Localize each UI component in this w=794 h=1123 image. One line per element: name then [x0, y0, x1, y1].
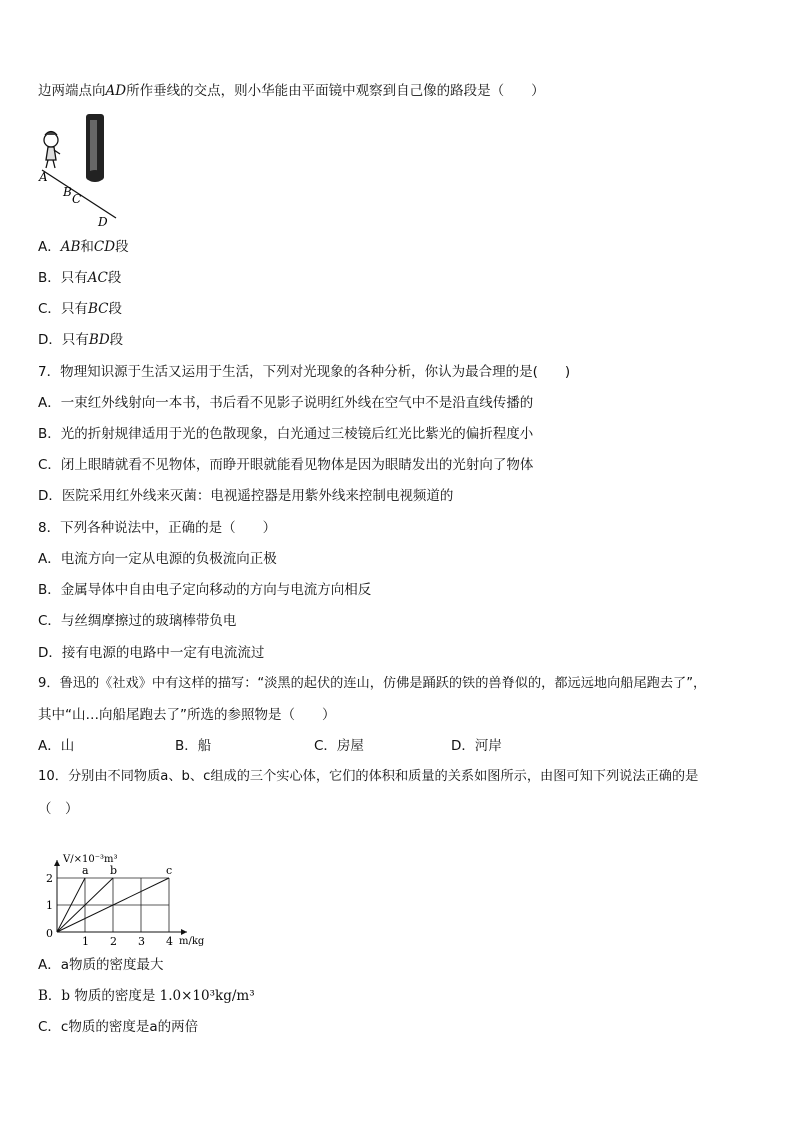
x-tick-label: 4 — [166, 935, 173, 948]
q7-option-c: C．闭上眼睛就看不见物体，而睁开眼就能看见物体是因为眼睛发出的光射向了物体 — [38, 457, 534, 473]
q10-option-a: A．a物质的密度最大 — [38, 957, 164, 973]
series-label-b: b — [110, 864, 118, 877]
child-figure — [44, 132, 60, 169]
q8-option-a: A．电流方向一定从电源的负极流向正极 — [38, 551, 277, 567]
x-tick-label: 1 — [82, 935, 89, 948]
label-D: D — [98, 215, 108, 229]
x-tick-label: 2 — [110, 935, 117, 948]
q6-stem — [38, 82, 545, 100]
q10-stem-line1: 10．分别由不同物质a、b、c组成的三个实心体，它们的体积和质量的关系如图所示，由图可知下列说法正确的是 — [38, 769, 699, 784]
q6-option-d: D．只有BD段 — [38, 332, 124, 348]
series-label-c: c — [166, 864, 173, 877]
y-tick-label: 1 — [46, 899, 53, 912]
q10-option-c: C．c物质的密度是a的两倍 — [38, 1019, 199, 1035]
q8-option-c: C．与丝绸摩擦过的玻璃棒带负电 — [38, 613, 237, 629]
q6-option-a: A．AB和CD段 — [38, 239, 129, 255]
q6-mirror-figure — [36, 110, 126, 232]
q7-stem: 7．物理知识源于生活又运用于生活，下列对光现象的各种分析，你认为最合理的是( ) — [38, 364, 571, 380]
q9-option-a: A．山 — [38, 738, 75, 754]
q7-option-a: A．一束红外线射向一本书，书后看不见影子说明红外线在空气中不是沿直线传播的 — [38, 395, 534, 411]
y-axis-label: V/×10⁻³m³ — [63, 854, 118, 865]
x-axis-arrow — [181, 929, 187, 935]
q6-option-b: B．只有AC段 — [38, 270, 122, 286]
label-A: A — [39, 170, 48, 184]
q8-option-b: B．金属导体中自由电子定向移动的方向与电流方向相反 — [38, 582, 372, 598]
q6-stem-part1: 边两端点向 — [38, 83, 106, 99]
label-C: C — [72, 192, 82, 206]
q8-stem: 8．下列各种说法中，正确的是（ ） — [38, 520, 277, 536]
label-B: B — [63, 185, 72, 199]
q9-stem-line1: 9．鲁迅的《社戏》中有这样的描写：“淡黑的起伏的连山，仿佛是踊跃的铁的兽脊似的，都远远地向船尾跑去了”， — [38, 676, 707, 691]
q6-option-c: C．只有BC段 — [38, 301, 122, 317]
q7-option-d: D．医院采用红外线来灭菌：电视遥控器是用紫外线来控制电视频道的 — [38, 488, 454, 504]
q10-option-b: B．b 物质的密度是 1.0×10³kg/m³ — [38, 988, 255, 1004]
series-label-a: a — [82, 864, 89, 877]
x-tick-label: 3 — [138, 935, 145, 948]
q8-option-d: D．接有电源的电路中一定有电流流过 — [38, 645, 265, 661]
q10-stem-line2: （ ） — [38, 801, 79, 817]
q9-option-c: C．房屋 — [314, 738, 364, 754]
q9-option-d: D．河岸 — [451, 738, 502, 754]
q9-option-b: B．船 — [175, 738, 212, 754]
origin-label: 0 — [46, 927, 53, 940]
q9-stem-line2: 其中“山…向船尾跑去了”所选的参照物是（ ） — [38, 707, 336, 723]
x-axis-label: m/kg — [179, 936, 205, 947]
q6-stem-part2: 所作垂线的交点，则小华能由平面镜中观察到自己像的路段是（ ） — [126, 83, 545, 99]
q7-option-b: B．光的折射规律适用于光的色散现象，白光通过三棱镜后红光比紫光的偏折程度小 — [38, 426, 534, 442]
volume-mass-chart — [30, 828, 220, 950]
y-axis-arrow — [54, 860, 60, 866]
q6-stem-ad: AD — [105, 83, 127, 99]
y-tick-label: 2 — [46, 872, 53, 885]
